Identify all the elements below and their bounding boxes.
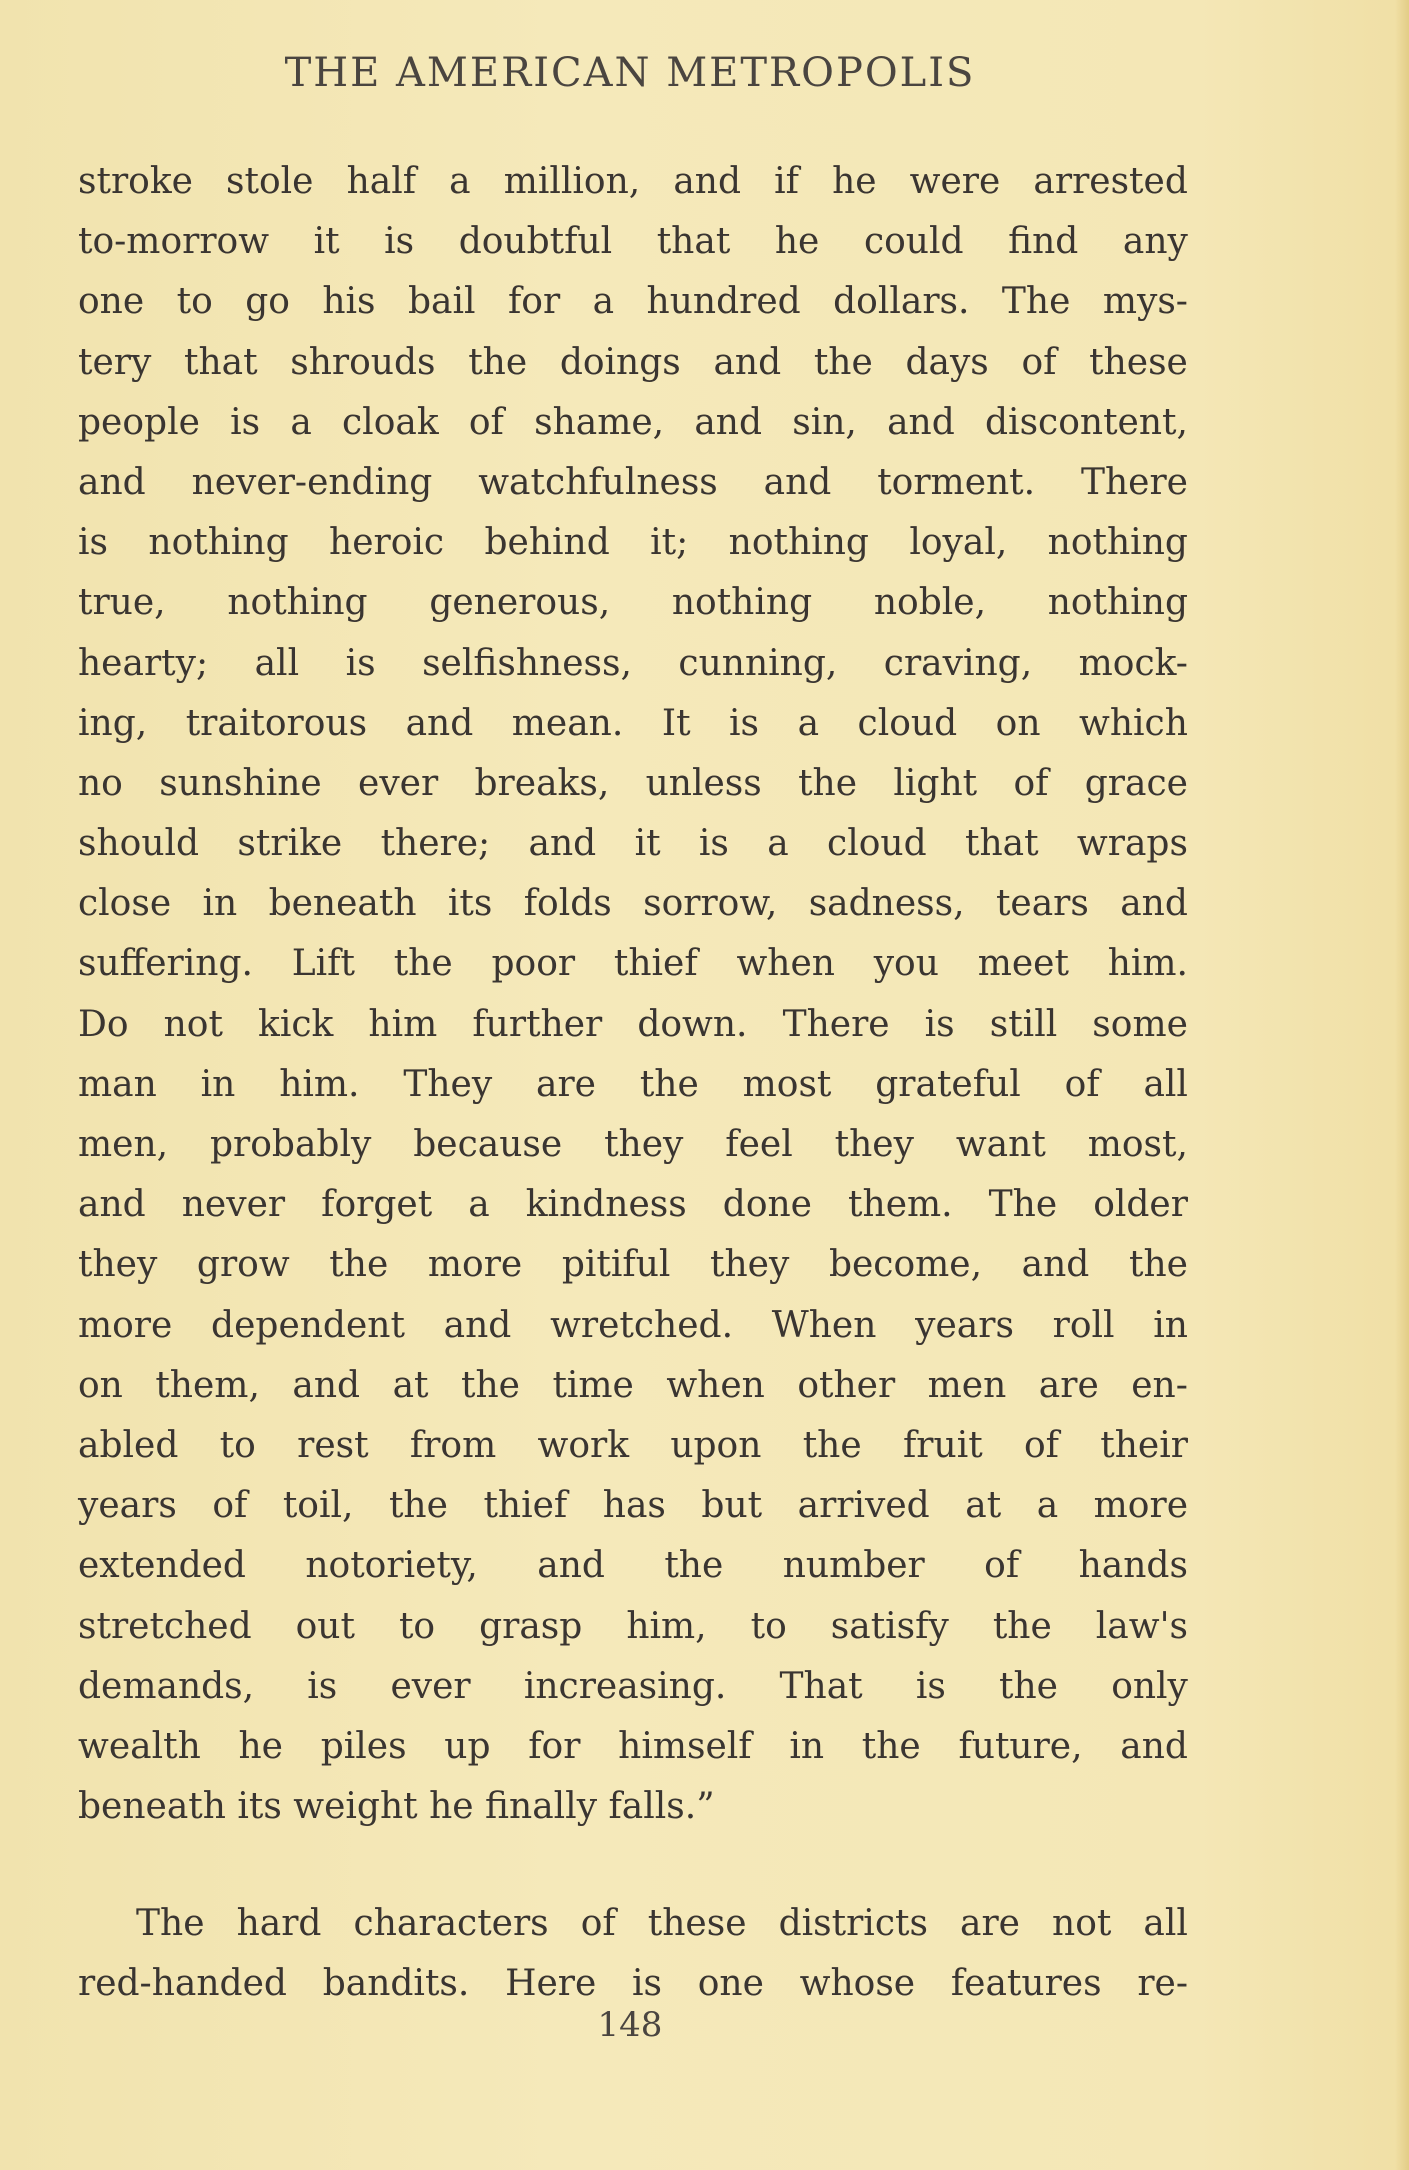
word: Here (505, 1963, 597, 2005)
word: sin, (792, 401, 857, 443)
word: most (742, 1063, 832, 1105)
word: piles (320, 1725, 407, 1767)
word: were (909, 161, 1001, 202)
word: nothing (671, 582, 813, 624)
word: close (78, 883, 172, 925)
word: are (536, 1063, 596, 1105)
word: re- (1137, 1963, 1188, 2005)
text-line (78, 1476, 1188, 1536)
word: his (322, 281, 376, 323)
word: all (1143, 1903, 1188, 1945)
word: grateful (875, 1063, 1021, 1105)
word: the (393, 943, 453, 985)
word: if (774, 161, 799, 202)
word: arrived (797, 1485, 930, 1527)
word: whose (799, 1963, 916, 2005)
word: the (798, 762, 858, 804)
word: There (782, 1003, 890, 1045)
word: loyal, (909, 522, 1008, 564)
word: other (797, 1364, 896, 1406)
word: wretched. (550, 1304, 734, 1346)
word: of (468, 401, 504, 443)
word: thief (613, 943, 698, 985)
word: The (136, 1903, 205, 1945)
word: him. (1107, 943, 1188, 985)
word: mock- (1078, 642, 1188, 684)
word: never (181, 1184, 286, 1226)
word: not (163, 1003, 223, 1045)
word: thief (483, 1485, 568, 1527)
word: of (1064, 1063, 1100, 1105)
word: of (1023, 1424, 1059, 1466)
word: heroic (329, 522, 445, 564)
word: them, (155, 1364, 260, 1406)
word: more (427, 1244, 523, 1286)
word: hard (236, 1903, 322, 1945)
word: are (959, 1903, 1020, 1945)
word: in (789, 1725, 825, 1767)
text-line (78, 152, 1188, 212)
word: at (965, 1485, 1002, 1527)
word: breaks, (474, 762, 610, 804)
word: in (202, 883, 238, 925)
text-line (78, 333, 1188, 393)
word: when (736, 943, 835, 985)
word: feel (725, 1124, 793, 1165)
word: shame, (534, 401, 665, 443)
word: years (915, 1304, 1014, 1346)
text-line (78, 1536, 1188, 1596)
word: and (1120, 883, 1188, 925)
word: nothing (1047, 522, 1188, 564)
word: bail (407, 281, 476, 323)
word: The (1001, 281, 1071, 323)
word: poor (491, 943, 576, 985)
word: demands, (78, 1665, 255, 1707)
word: which (1079, 702, 1188, 744)
text-line (78, 272, 1188, 332)
text-line (78, 393, 1188, 453)
word: nothing (728, 522, 869, 564)
word: strike (237, 823, 343, 865)
word: behind (484, 522, 610, 564)
word: and (78, 1184, 146, 1226)
word: That (779, 1665, 863, 1707)
word: There (1080, 461, 1188, 503)
word: is (307, 1665, 338, 1707)
text-line (78, 1416, 1188, 1476)
word: satisfy (830, 1605, 949, 1647)
word: could (863, 221, 964, 263)
word: nothing (1047, 582, 1188, 624)
word: a (592, 281, 615, 323)
word: its (447, 883, 493, 925)
word: has (602, 1485, 666, 1527)
word: done (722, 1184, 812, 1226)
word: it; (650, 522, 689, 564)
word: hundred (646, 281, 801, 323)
word: people (78, 401, 200, 443)
word: arrested (1033, 161, 1188, 202)
word: the (802, 1424, 862, 1466)
word: when (666, 1364, 765, 1406)
word: they (834, 1124, 914, 1165)
text-line (78, 874, 1188, 934)
word: When (771, 1304, 877, 1346)
word: million, (503, 161, 641, 202)
word: up (444, 1725, 491, 1767)
text-line (78, 1115, 1188, 1175)
word: are (1038, 1364, 1099, 1406)
text-line (78, 1235, 1188, 1295)
page-number: 148 (597, 2005, 663, 2045)
word: stretched (78, 1605, 252, 1647)
text-line (78, 1597, 1188, 1657)
word: half (346, 161, 417, 202)
word: man (78, 1063, 157, 1105)
word: It (661, 702, 691, 744)
word: bandits. (322, 1963, 470, 2005)
word: kindness (525, 1184, 687, 1226)
word: they (78, 1244, 158, 1286)
word: he (238, 1725, 283, 1767)
word: the (460, 1364, 520, 1406)
word: toil, (282, 1485, 354, 1527)
word: of (1013, 762, 1049, 804)
word: hands (1078, 1545, 1188, 1587)
word: ever (358, 762, 439, 804)
word: more (1093, 1485, 1188, 1527)
word: the (468, 341, 528, 383)
word: cloud (827, 823, 927, 865)
word: future, (958, 1725, 1083, 1767)
word: not (1052, 1903, 1112, 1945)
word: is (915, 1665, 946, 1707)
word: out (295, 1605, 355, 1647)
text-line (78, 1175, 1188, 1235)
word: to (398, 1605, 436, 1647)
word: that (656, 221, 731, 263)
word: because (413, 1124, 563, 1165)
word: some (1092, 1003, 1188, 1045)
word: dollars. (833, 281, 970, 323)
word: the (999, 1665, 1058, 1707)
word: wraps (1076, 823, 1188, 865)
word: and (1021, 1244, 1090, 1286)
word: and (528, 823, 597, 865)
word: roll (1052, 1304, 1115, 1346)
word: them. (848, 1184, 953, 1226)
word: ever (390, 1665, 471, 1707)
word: him. (279, 1063, 360, 1105)
word: he (774, 221, 820, 263)
word: a (797, 702, 820, 744)
word: a (468, 1184, 490, 1226)
word: increasing. (523, 1665, 727, 1707)
word: tery (78, 341, 152, 383)
word: the (639, 1063, 699, 1105)
text-line (78, 995, 1188, 1055)
word: is (729, 702, 760, 744)
word: grasp (479, 1605, 583, 1647)
word: ing, (78, 702, 148, 744)
word: red-handed (78, 1963, 287, 2005)
word: him (368, 1003, 438, 1045)
word: unless (645, 762, 762, 804)
text-line (78, 1055, 1188, 1115)
word: upon (670, 1424, 762, 1466)
word: a (1036, 1485, 1059, 1527)
word: days (905, 341, 989, 383)
text-line (78, 453, 1188, 513)
word: mys- (1102, 281, 1188, 323)
word: suffering. (78, 943, 253, 985)
word: these (1089, 341, 1188, 383)
word: folds (523, 883, 612, 925)
word: is (345, 642, 376, 684)
word: hearty; (78, 642, 209, 684)
word: abled (78, 1424, 179, 1466)
word: notoriety, (305, 1545, 478, 1587)
word: fruit (902, 1424, 983, 1466)
word: mean. (511, 702, 624, 744)
word: and (694, 401, 763, 443)
word: wealth (78, 1725, 201, 1767)
word: generous, (429, 582, 611, 624)
word: noble, (873, 582, 987, 624)
word: of (212, 1485, 248, 1527)
word: grace (1084, 762, 1188, 804)
word: Do (78, 1003, 129, 1045)
word: discontent, (985, 401, 1188, 443)
word: any (1122, 221, 1188, 263)
word: is (924, 1003, 955, 1045)
word: to-morrow (78, 221, 270, 263)
word: number (782, 1545, 925, 1587)
word: selfishness, (422, 642, 632, 684)
word: all (254, 642, 300, 684)
word: The (988, 1184, 1058, 1226)
word: characters (353, 1903, 549, 1945)
word: and (405, 702, 474, 744)
word: is (384, 221, 415, 263)
word: find (1008, 221, 1079, 263)
word: on (78, 1364, 123, 1406)
word: cunning, (678, 642, 838, 684)
word: watchfulness (478, 461, 718, 503)
text-line (78, 212, 1188, 272)
word: men, (78, 1124, 169, 1165)
word: in (200, 1063, 236, 1105)
word: kick (258, 1003, 334, 1045)
word: to (219, 1424, 256, 1466)
word: traitorous (185, 702, 368, 744)
text-line (78, 934, 1188, 994)
word: it (634, 823, 661, 865)
word: it (313, 221, 340, 263)
word: at (392, 1364, 429, 1406)
word: craving, (883, 642, 1033, 684)
word: forget (321, 1184, 433, 1226)
word: sunshine (159, 762, 322, 804)
word: go (245, 281, 290, 323)
word: only (1111, 1665, 1188, 1707)
word: all (1143, 1063, 1188, 1105)
word: the (388, 1485, 448, 1527)
word: older (1093, 1184, 1188, 1226)
paragraph-2 (78, 1894, 1188, 2014)
text-line (78, 1717, 1188, 1777)
word: rest (297, 1424, 369, 1466)
word: men (927, 1364, 1007, 1406)
word: they (710, 1244, 790, 1286)
word: They (403, 1063, 493, 1105)
word: no (78, 762, 123, 804)
text-line (78, 814, 1188, 874)
text-line (78, 634, 1188, 694)
word: and (78, 461, 146, 503)
text-line (78, 754, 1188, 814)
word: their (1100, 1424, 1188, 1466)
word: a (290, 401, 312, 443)
word: grow (196, 1244, 290, 1286)
text-line (78, 694, 1188, 754)
word: one (697, 1963, 764, 2005)
word: nothing (148, 522, 289, 564)
word: work (537, 1424, 630, 1466)
text-line (78, 1296, 1188, 1356)
word: beneath (268, 883, 417, 925)
word: that (184, 341, 258, 383)
word: cloak (342, 401, 439, 443)
word: is (78, 522, 108, 564)
word: nothing (227, 582, 368, 624)
word: is (230, 401, 261, 443)
word: himself (618, 1725, 752, 1767)
word: the (992, 1605, 1052, 1647)
word: torment. (877, 461, 1036, 503)
word: down. (637, 1003, 748, 1045)
word: a (449, 161, 471, 202)
word: doubtful (458, 221, 613, 263)
word: and (292, 1364, 361, 1406)
word: from (409, 1424, 497, 1466)
paragraph-gap (78, 1837, 1188, 1894)
word: tears (995, 883, 1089, 925)
word: the (813, 341, 873, 383)
word: for (528, 1725, 581, 1767)
word: is (698, 823, 729, 865)
word: the (861, 1725, 921, 1767)
word: sorrow, (643, 883, 778, 925)
word: meet (977, 943, 1069, 985)
word: is (632, 1963, 663, 2005)
paragraph-1 (78, 152, 1188, 1837)
word: of (580, 1903, 616, 1945)
word: cloud (857, 702, 958, 744)
text-line (78, 1356, 1188, 1416)
word: and (537, 1545, 605, 1587)
word: stroke (78, 161, 193, 202)
word: and (713, 341, 782, 383)
word: there; (380, 823, 491, 865)
word: Lift (291, 943, 355, 985)
word: to (750, 1605, 787, 1647)
text-line (78, 573, 1188, 633)
word: light (893, 762, 978, 804)
word: that (964, 823, 1039, 865)
word: features (950, 1963, 1102, 2005)
word: districts (778, 1903, 928, 1945)
word: and (887, 401, 955, 443)
word: still (989, 1003, 1058, 1045)
word: for (507, 281, 561, 323)
text-line (78, 1657, 1188, 1717)
word: the (1128, 1244, 1188, 1286)
word: doings (559, 341, 681, 383)
word: want (955, 1124, 1046, 1165)
word: a (767, 823, 789, 865)
word: these (647, 1903, 747, 1945)
word: more (78, 1304, 173, 1346)
word: in (1153, 1304, 1188, 1346)
word: most, (1087, 1124, 1188, 1165)
word: but (701, 1485, 763, 1527)
word: and (763, 461, 832, 503)
word: pitiful (561, 1244, 671, 1286)
page-edge-shading (1395, 0, 1409, 2170)
word: become, (828, 1244, 983, 1286)
word: they (604, 1124, 684, 1165)
word: and (443, 1304, 512, 1346)
word: sadness, (808, 883, 965, 925)
text-line: beneath its weight he finally falls.” (78, 1786, 715, 1828)
word: you (873, 943, 939, 985)
word: one (78, 281, 145, 323)
word: dependent (211, 1304, 405, 1346)
word: stole (226, 161, 314, 202)
word: and (1120, 1725, 1188, 1767)
text-line (78, 513, 1188, 573)
body-text (78, 152, 1188, 2015)
word: time (552, 1364, 634, 1406)
word: en- (1131, 1364, 1188, 1406)
word: true, (78, 582, 166, 624)
word: further (472, 1003, 603, 1045)
word: he (832, 161, 877, 202)
word: law's (1095, 1605, 1188, 1647)
word: never-ending (191, 461, 433, 503)
word: the (329, 1244, 389, 1286)
word: should (78, 823, 200, 865)
word: years (78, 1485, 177, 1527)
word: extended (78, 1545, 246, 1587)
word: him, (626, 1605, 707, 1647)
running-head: THE AMERICAN METROPOLIS (284, 50, 976, 96)
word: shrouds (290, 341, 436, 383)
word: the (664, 1545, 724, 1587)
word: of (1021, 341, 1057, 383)
text-line (78, 1894, 1188, 1954)
word: probably (209, 1124, 372, 1165)
word: and (673, 161, 742, 202)
word: of (984, 1545, 1020, 1587)
word: on (995, 702, 1041, 744)
word: to (176, 281, 213, 323)
